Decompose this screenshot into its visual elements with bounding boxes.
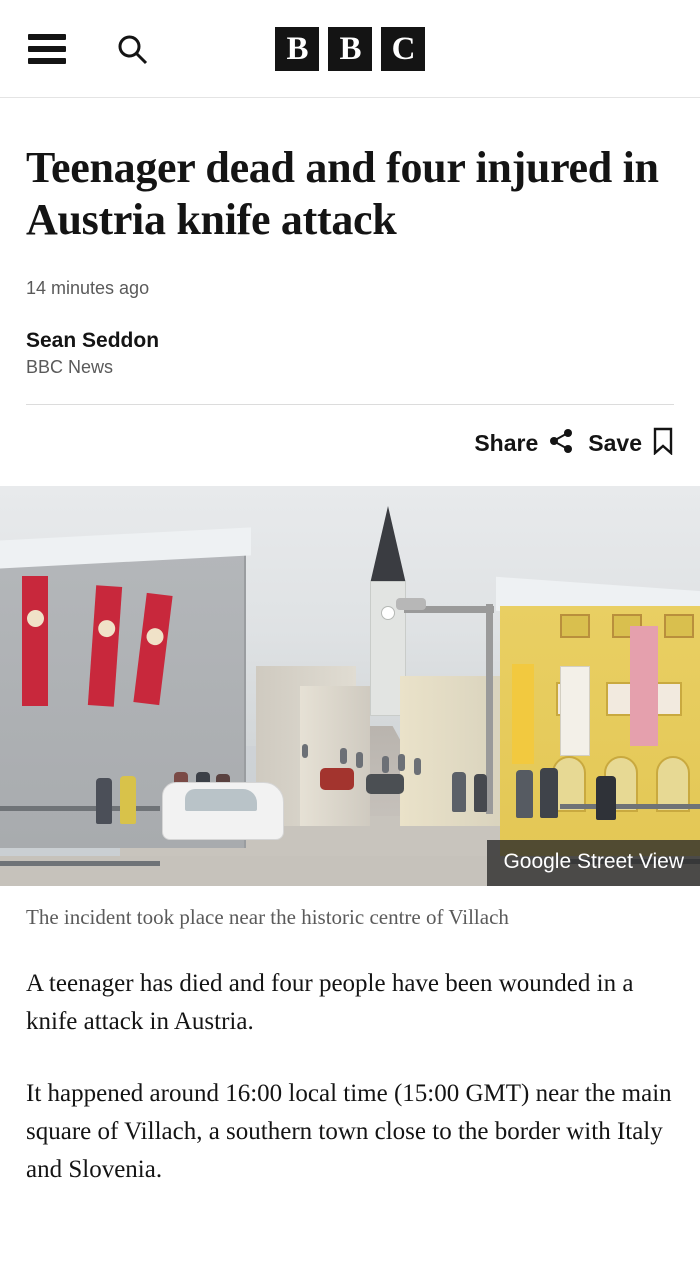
white-car: [162, 782, 284, 840]
search-icon[interactable]: [112, 29, 152, 69]
street-lamp-pole: [486, 604, 493, 814]
hamburger-bar: [28, 46, 66, 52]
pedestrian: [382, 756, 389, 773]
article-body: [26, 965, 674, 1189]
image-caption: The incident took place near the historic centre of Villach: [26, 904, 509, 929]
bbc-logo[interactable]: [275, 27, 425, 71]
pedestrian: [596, 776, 616, 820]
dormer-window: [560, 614, 590, 638]
street-sign-board: [560, 666, 590, 756]
page-title: Teenager dead and four injured in Austria knife attack: [26, 143, 659, 244]
logo-letter-b1: B: [275, 27, 319, 71]
pedestrian: [516, 770, 533, 818]
hamburger-menu-icon[interactable]: [28, 34, 66, 64]
share-icon: [548, 428, 574, 459]
article-container: [0, 98, 700, 1189]
tower-clock: [381, 606, 395, 620]
street-lamp-head: [396, 598, 426, 610]
pedestrian: [96, 778, 112, 824]
share-button[interactable]: [474, 428, 574, 459]
article-figure: [0, 486, 700, 931]
dark-car: [366, 774, 404, 794]
church-spire: [370, 506, 406, 584]
pedestrian: [302, 744, 308, 758]
red-banner: [22, 576, 48, 706]
logo-letter-c: C: [381, 27, 425, 71]
save-label: Save: [588, 429, 642, 456]
banner-crest: [27, 610, 44, 627]
article-timestamp: 14 minutes ago: [26, 277, 150, 298]
pedestrian: [120, 776, 136, 824]
red-car: [320, 768, 354, 790]
hamburger-bar: [28, 58, 66, 64]
article-actions: [26, 405, 674, 486]
pink-banner: [630, 626, 658, 746]
building-window: [656, 682, 682, 716]
pedestrian: [356, 752, 363, 768]
author-organisation: BBC News: [26, 356, 114, 377]
banner-crest: [97, 619, 115, 637]
bookmark-icon: [652, 427, 674, 460]
pedestrian: [414, 758, 421, 775]
article-paragraph: It happened around 16:00 local time (15:00 GMT) near the main square of Villach, a southern town close to the border with Italy and Slovenia.: [26, 1080, 672, 1184]
save-button[interactable]: [588, 427, 674, 460]
logo-letter-b2: B: [328, 27, 372, 71]
building-window: [606, 682, 632, 716]
dormer-window: [664, 614, 694, 638]
banner-crest: [145, 627, 164, 646]
left-railing: [0, 806, 160, 866]
pedestrian: [540, 768, 558, 818]
pedestrian: [398, 754, 405, 771]
street-view-photo: [0, 486, 700, 886]
site-header: [0, 0, 700, 98]
image-credit-badge: Google Street View: [487, 840, 700, 886]
hamburger-bar: [28, 34, 66, 40]
article-paragraph: A teenager has died and four people have been wounded in a knife attack in Austria.: [26, 970, 634, 1036]
author-name: Sean Seddon: [26, 328, 160, 352]
yellow-banner: [512, 664, 534, 764]
pedestrian: [340, 748, 347, 764]
pedestrian: [474, 774, 487, 812]
share-label: Share: [474, 429, 539, 456]
pedestrian: [452, 772, 466, 812]
